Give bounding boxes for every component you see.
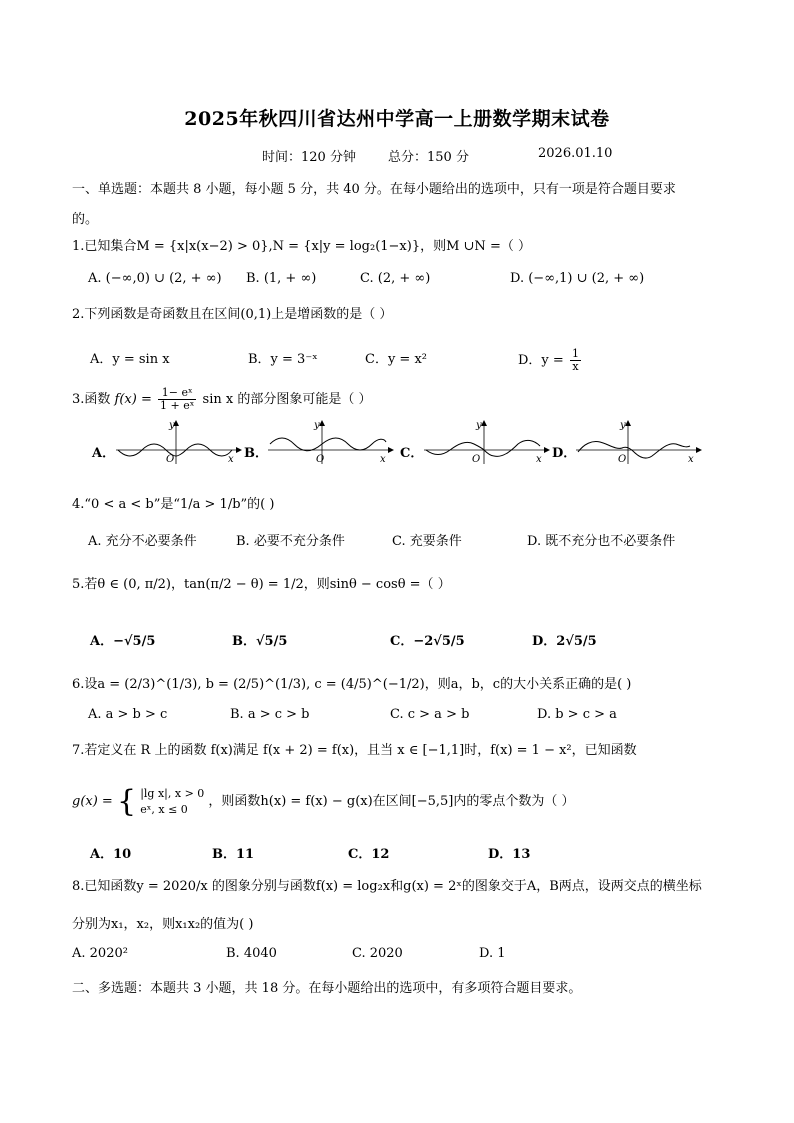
q3-b-x: x <box>380 454 386 465</box>
q5-stem: 5.若θ ∈ (0, π/2)，tan(π/2 − θ) = 1/2，则sinθ − cosθ =（ ） <box>72 577 451 592</box>
q7-option-c: C．12 <box>348 847 390 862</box>
q3-denominator: 1 + eˣ <box>160 399 195 412</box>
section1-heading-cont: 的。 <box>72 212 99 227</box>
q6-option-d: D. b > c > a <box>537 707 617 722</box>
q2-option-d-label: D．y = <box>518 353 564 368</box>
q6-option-a: A. a > b > c <box>88 707 168 722</box>
q1-option-d: D. (−∞,1) ∪ (2, + ∞) <box>510 271 645 286</box>
q3-graph-options <box>88 418 708 466</box>
q3-graph-c <box>422 418 550 466</box>
q7-case1: |lg x|, x > 0 <box>140 787 205 800</box>
q3-b-y: y <box>314 420 320 431</box>
q1-stem: 1.已知集合M = {x|x(x−2) > 0},N = {x|y = log₂(1−x)}，则M ∪N =（ ） <box>72 239 531 254</box>
q4-option-a: A. 充分不必要条件 <box>88 534 197 549</box>
section2-heading: 二、多选题：本题共 3 小题，共 18 分。在每小题给出的选项中，有多项符合题目要求。 <box>72 981 582 996</box>
q3-graph-b <box>266 418 394 466</box>
q4-option-d: D. 既不充分也不必要条件 <box>527 534 676 549</box>
q3-c-origin: O <box>472 454 481 465</box>
q6-option-c: C. c > a > b <box>390 707 470 722</box>
q7-cases <box>140 786 204 818</box>
q8-option-b: B. 4040 <box>226 946 277 961</box>
q2-option-a: A．y = sin x <box>90 352 170 367</box>
q8-option-d: D. 1 <box>479 946 506 961</box>
q7-brace: { <box>116 784 137 819</box>
exam-score: 总分：150 分 <box>388 150 469 165</box>
q3-c-x: x <box>536 454 542 465</box>
q2-d-denominator: x <box>572 360 579 373</box>
q3-fraction <box>158 387 196 412</box>
q7-stem-line2: ，则函数h(x) = f(x) − g(x)在区间[−5,5]内的零点个数为（ ） <box>208 794 575 809</box>
q3-d-x: x <box>688 454 694 465</box>
q3-a-y: y <box>169 420 175 431</box>
q1-option-c: C. (2, + ∞) <box>360 271 431 286</box>
q2-option-d-fraction <box>570 348 581 373</box>
exam-time: 时间：120 分钟 <box>262 150 356 165</box>
q3-a-x: x <box>228 454 234 465</box>
q3-d-y: y <box>620 420 626 431</box>
q3-b-origin: O <box>316 454 325 465</box>
q8-stem-line2: 分别为x₁，x₂，则x₁x₂的值为( ) <box>72 917 254 932</box>
q4-stem: 4.“0 < a < b”是“1/a > 1/b”的( ) <box>72 497 275 512</box>
q7-option-b: B．11 <box>212 847 255 862</box>
exam-date: 2026.01.10 <box>538 146 613 161</box>
page-title: 2025年秋四川省达州中学高一上册数学期末试卷 <box>184 108 610 130</box>
q3-c-y: y <box>476 420 482 431</box>
q1-option-b: B. (1, + ∞) <box>246 271 317 286</box>
q3-fx: f(x) = <box>114 392 152 407</box>
q6-stem: 6.设a = (2/3)^(1/3), b = (2/5)^(1/3), c = (4/5)^(−1/2)，则a，b，c的大小关系正确的是( ) <box>72 677 632 692</box>
q3-numerator: 1− eˣ <box>158 387 196 400</box>
q3-stem-suffix: sin x 的部分图象可能是（ ） <box>202 392 372 407</box>
q2-d-numerator: 1 <box>571 347 579 360</box>
q4-option-b: B. 必要不充分条件 <box>236 534 345 549</box>
q3-graph-d <box>574 418 702 466</box>
section1-heading: 一、单选题：本题共 8 小题，每小题 5 分，共 40 分。在每小题给出的选项中，只有一项是符合题目要求 <box>72 182 676 197</box>
q3-stem <box>72 387 371 412</box>
q2-stem: 2.下列函数是奇函数且在区间(0,1)上是增函数的是（ ） <box>72 307 393 322</box>
q3-label-a: A． <box>92 446 116 461</box>
q2-option-c: C．y = x² <box>365 352 427 367</box>
q8-option-c: C. 2020 <box>352 946 403 961</box>
q3-d-origin: O <box>618 454 627 465</box>
q2-option-b: B．y = 3⁻ˣ <box>248 352 318 367</box>
q5-option-b: B．√5/5 <box>232 634 288 649</box>
q8-option-a: A. 2020² <box>72 946 128 961</box>
q8-stem-line1: 8.已知函数y = 2020/x 的图象分别与函数f(x) = log₂x和g(x) = 2ˣ的图象交于A，B两点，设两交点的横坐标 <box>72 879 702 894</box>
q3-a-origin: O <box>166 454 175 465</box>
q3-graph-a <box>114 418 242 466</box>
q3-label-c: C． <box>400 446 424 461</box>
q3-stem-prefix: 3.函数 <box>72 392 111 407</box>
q6-option-b: B. a > c > b <box>230 707 310 722</box>
q7-stem-line1: 7.若定义在 R 上的函数 f(x)满足 f(x + 2) = f(x)，且当 x ∈ [−1,1]时，f(x) = 1 − x²，已知函数 <box>72 743 637 758</box>
q7-g-definition <box>72 786 575 818</box>
q1-option-a: A. (−∞,0) ∪ (2, + ∞) <box>88 271 222 286</box>
q7-case2: eˣ, x ≤ 0 <box>140 803 188 816</box>
q7-g-label: g(x) = <box>72 794 113 809</box>
q2-option-d <box>518 348 583 373</box>
q7-option-d: D．13 <box>488 847 531 862</box>
q5-option-c: C．−2√5/5 <box>390 634 465 649</box>
q4-option-c: C. 充要条件 <box>392 534 462 549</box>
q3-label-b: B． <box>244 446 268 461</box>
q5-option-a: A．−√5/5 <box>90 634 156 649</box>
q3-label-d: D． <box>552 446 577 461</box>
q5-option-d: D．2√5/5 <box>532 634 597 649</box>
q7-option-a: A．10 <box>90 847 132 862</box>
